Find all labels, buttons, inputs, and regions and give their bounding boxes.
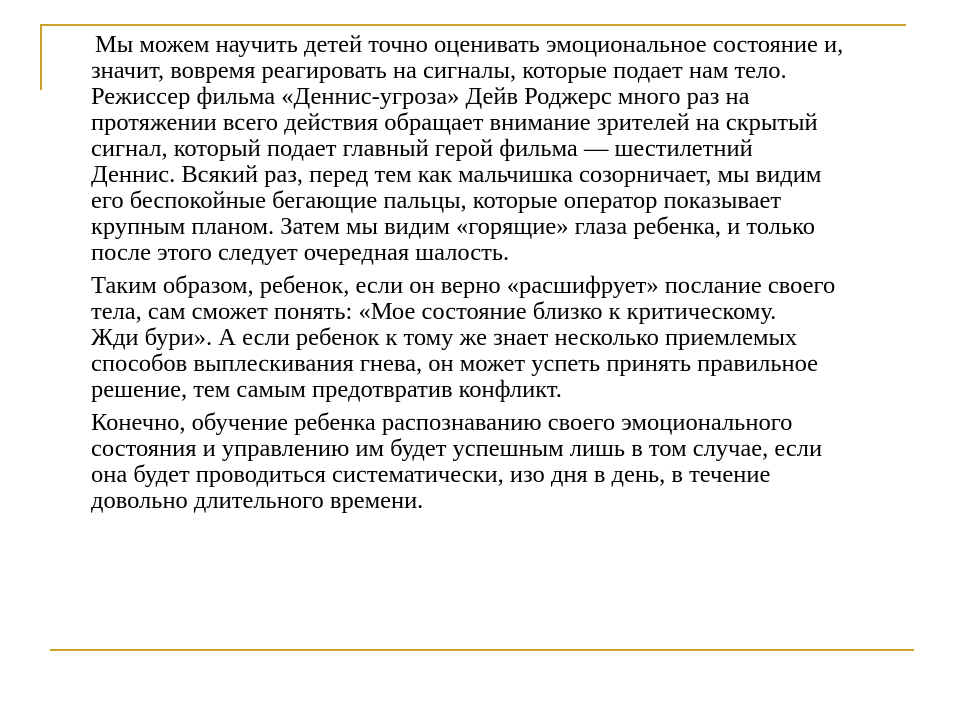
text-line: протяжении всего действия обращает внимание зрителей на скрытый	[91, 109, 818, 136]
text-line: его беспокойные бегающие пальцы, которые оператор показывает	[91, 187, 782, 214]
paragraph-3	[91, 409, 910, 514]
text-line: Жди бури». А если ребенок к тому же знает несколько приемлемых	[91, 324, 798, 351]
text-line: довольно длительного времени.	[91, 487, 424, 514]
text-line: после этого следует очередная шалость.	[91, 239, 510, 266]
text-line: тела, сам сможет понять: «Мое состояние близко к критическому.	[91, 298, 777, 325]
text-line: крупным планом. Затем мы видим «горящие» глаза ребенка, и только	[91, 213, 815, 240]
text-line: Конечно, обучение ребенка распознаванию своего эмоционального	[91, 409, 793, 436]
left-decorative-line	[40, 24, 42, 90]
text-line: Мы можем научить детей точно оценивать эмоциональное состояние и,	[95, 31, 844, 58]
paragraph-2	[91, 272, 910, 403]
text-line: сигнал, который подает главный герой фильма — шестилетний	[91, 135, 753, 162]
text-line: состояния и управлению им будет успешным лишь в том случае, если	[91, 435, 823, 462]
bottom-decorative-line	[50, 649, 914, 651]
text-line: Режиссер фильма «Деннис-угроза» Дейв Роджерс много раз на	[91, 83, 750, 110]
paragraph-1	[91, 31, 910, 266]
text-line: Деннис. Всякий раз, перед тем как мальчишка созорничает, мы видим	[91, 161, 822, 188]
text-line: решение, тем самым предотвратив конфликт.	[91, 376, 562, 403]
top-decorative-line	[42, 24, 906, 26]
text-line: способов выплескивания гнева, он может успеть принять правильное	[91, 350, 819, 377]
slide-text-body	[91, 31, 910, 521]
text-line: Таким образом, ребенок, если он верно «расшифрует» послание своего	[91, 272, 836, 299]
text-line: она будет проводиться систематически, изо дня в день, в течение	[91, 461, 771, 488]
text-line: значит, вовремя реагировать на сигналы, которые подает нам тело.	[91, 57, 787, 84]
